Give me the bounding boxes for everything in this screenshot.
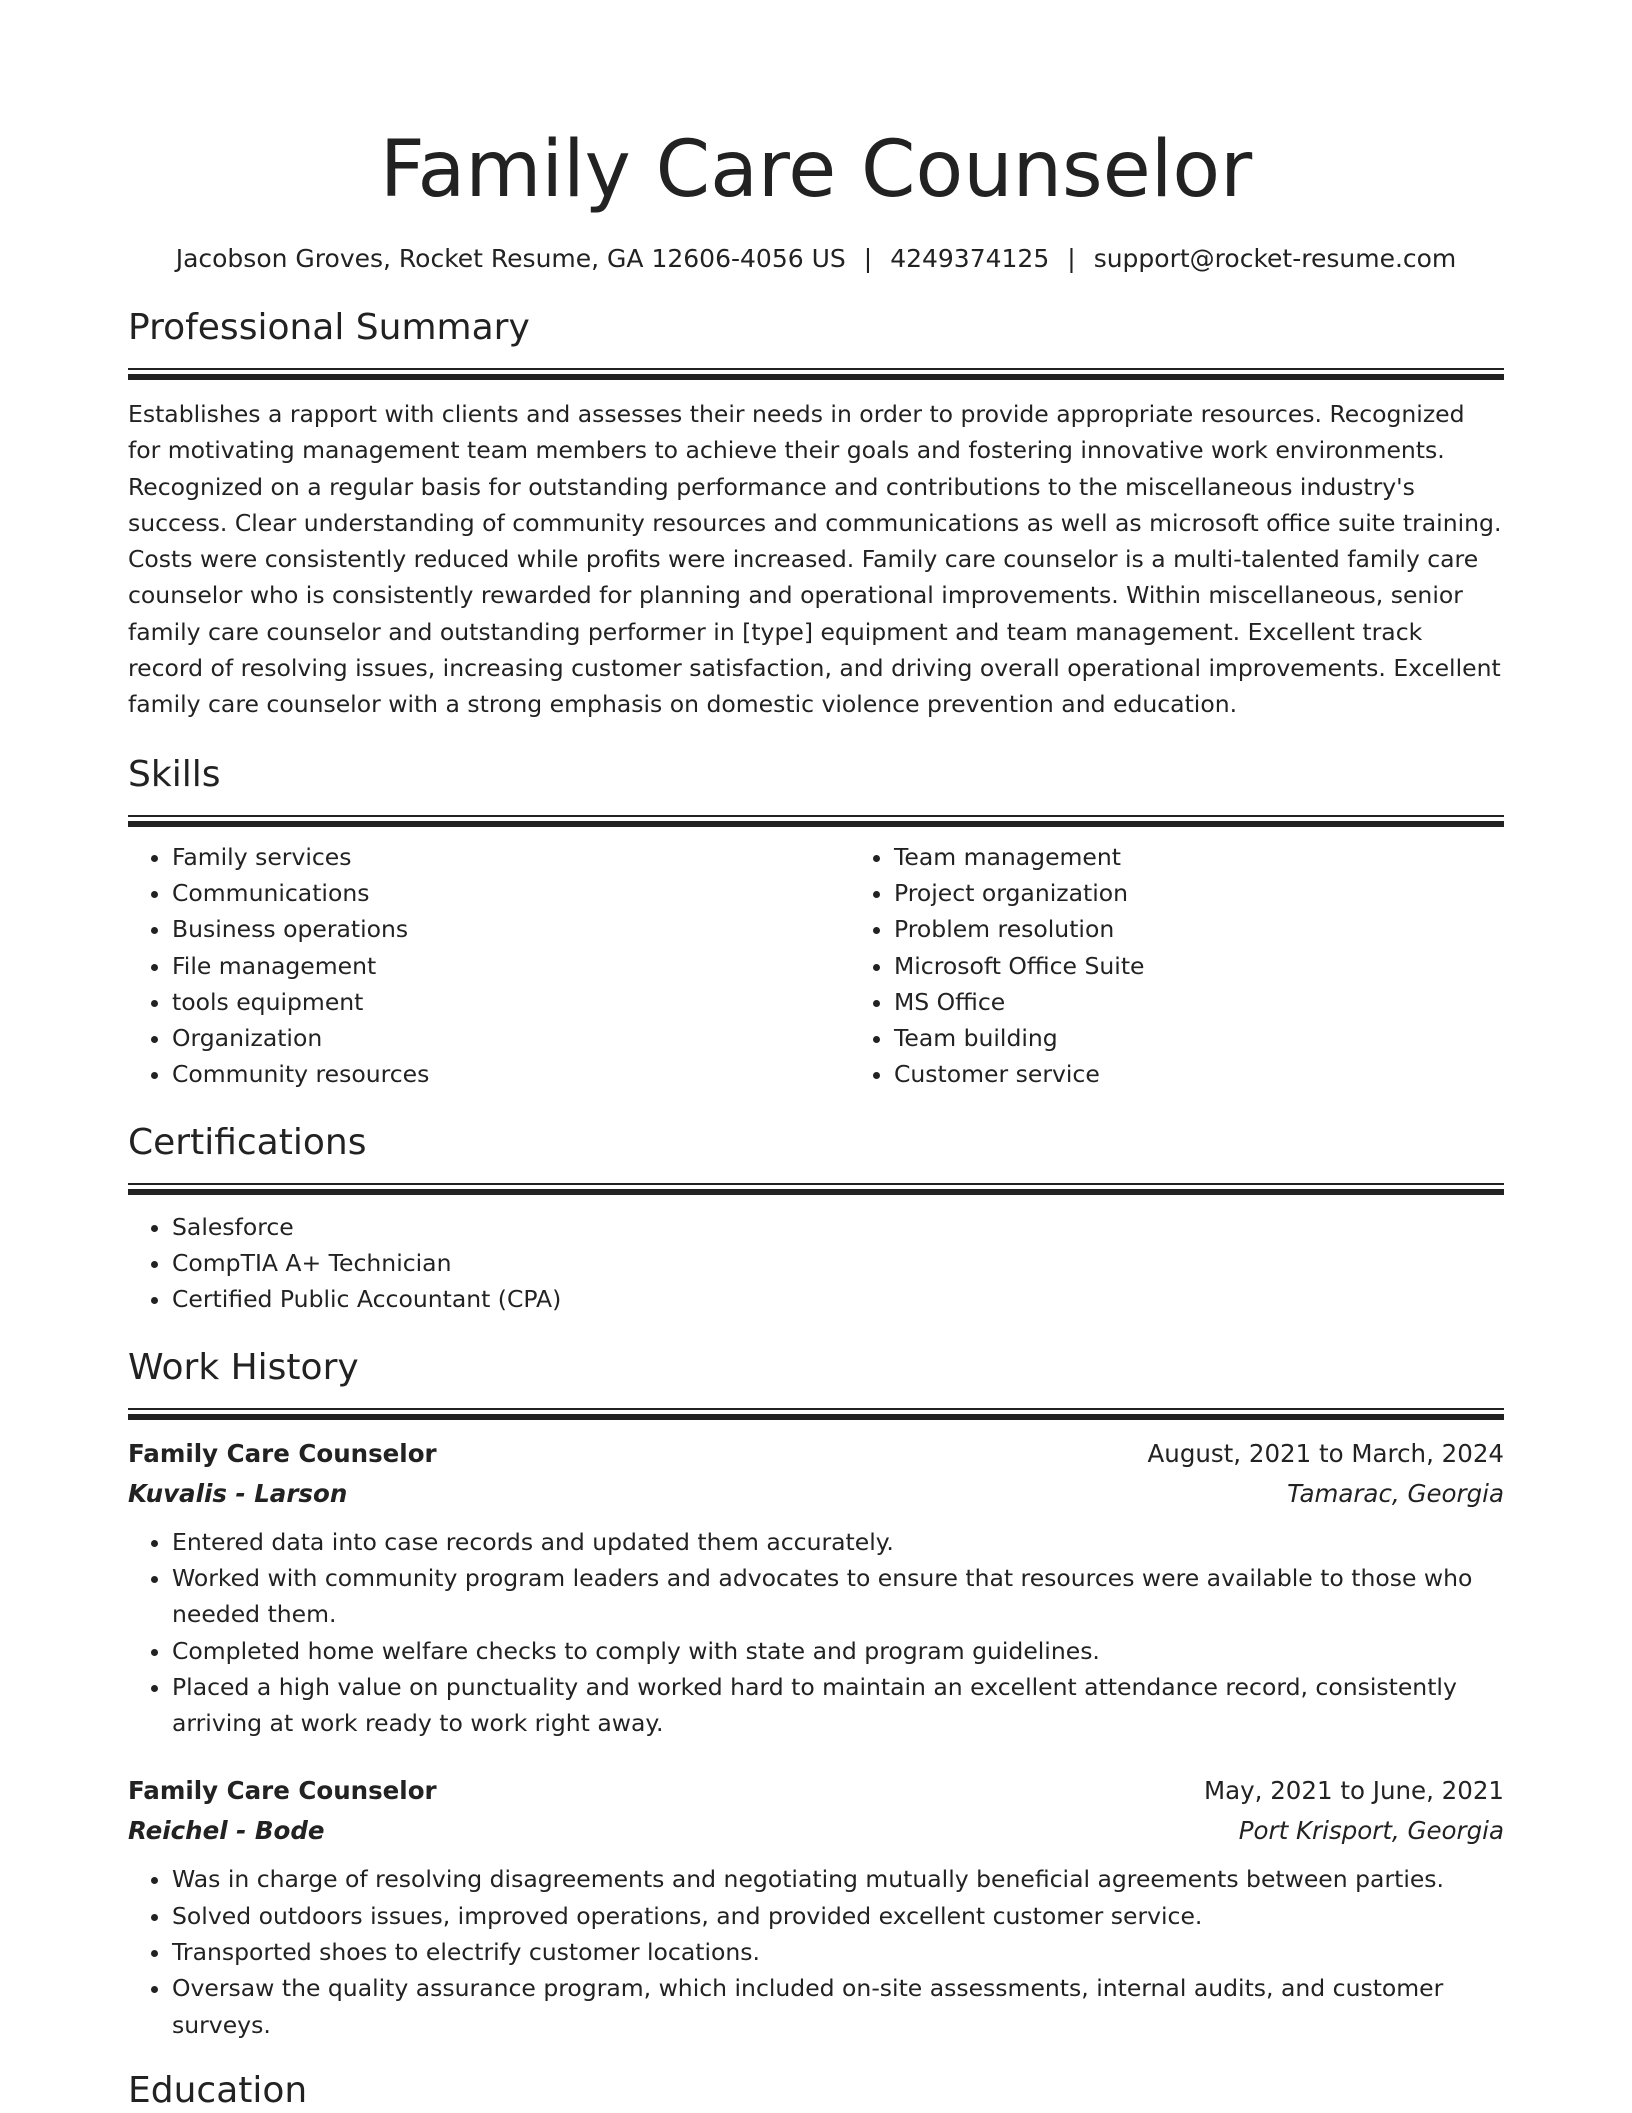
section-heading-certifications: Certifications — [128, 1121, 367, 1163]
skill-item: • Organization — [172, 1020, 850, 1056]
job-duty: • Oversaw the quality assurance program, which included on-site assessments, internal audits, and customer surveys. — [172, 1970, 1504, 2043]
contact-separator: | — [863, 244, 873, 273]
skill-item: • Team building — [894, 1020, 1572, 1056]
job-header — [128, 1771, 1504, 1811]
section-heading-summary: Professional Summary — [128, 307, 530, 348]
skill-item: • Community resources — [172, 1056, 850, 1092]
job-title: Family Care Counselor — [128, 1438, 437, 1468]
contact-separator: | — [1067, 244, 1076, 273]
section-divider — [128, 1183, 1504, 1197]
skills-grid — [128, 839, 1504, 1093]
job-duty: • Completed home welfare checks to comply with state and program guidelines. — [172, 1633, 1504, 1669]
job-dates: August, 2021 to March, 2024 — [1147, 1438, 1504, 1468]
certifications-section — [128, 1121, 1504, 1318]
skills-section — [128, 753, 1504, 1093]
skill-item: • Microsoft Office Suite — [894, 948, 1572, 984]
contact-line — [128, 242, 1504, 276]
job-header — [128, 1434, 1504, 1474]
skills-list-left — [128, 839, 850, 1093]
skill-item: • Team management — [894, 839, 1572, 875]
education-section — [128, 2069, 1504, 2113]
job-duties — [128, 1861, 1504, 2042]
work-history-section — [128, 1346, 1504, 2043]
skill-item: • Problem resolution — [894, 911, 1572, 947]
job-entry — [128, 1434, 1504, 1742]
skill-item: • Customer service — [894, 1056, 1572, 1092]
job-dates: May, 2021 to June, 2021 — [1203, 1776, 1504, 1806]
contact-email[interactable]: support@rocket-resume.com — [1093, 244, 1457, 273]
job-duty: • Worked with community program leaders and advocates to ensure that resources were available to those who needed them. — [172, 1560, 1504, 1633]
skills-list-right — [850, 839, 1572, 1093]
section-heading-education: Education — [128, 2069, 308, 2111]
skill-item: • tools equipment — [172, 984, 850, 1020]
summary-text: Establishes a rapport with clients and assesses their needs in order to provide appropriate resources. Recognized for motivating management team members to achieve their goals and fostering innovative work environments. Recognized on a regular basis for outstanding performance and contributions to the miscellaneous industry's success. Clear understanding of community resources and communications as well as microsoft office suite training. Costs were consistently reduced while profits were increased. Family care counselor is a multi-talented family care counselor who is consistently rewarded for planning and operational improvements. Within miscellaneous, senior family care counselor and outstanding performer in [type] equipment and team management. Excellent track record of resolving issues, increasing customer satisfaction, and driving overall operational improvements. Excellent family care counselor with a strong emphasis on domestic violence prevention and education. — [128, 400, 1502, 719]
contact-address: Jacobson Groves, Rocket Resume, GA 12606-4056 US — [175, 244, 846, 273]
skill-item: • File management — [172, 948, 850, 984]
job-duty: • Solved outdoors issues, improved operations, and provided excellent customer service. — [172, 1898, 1504, 1934]
skill-item: • MS Office — [894, 984, 1572, 1020]
section-heading-work-history: Work History — [128, 1346, 359, 1388]
job-duties — [128, 1524, 1504, 1742]
resume-title: Family Care Counselor — [379, 125, 1253, 215]
job-title: Family Care Counselor — [128, 1776, 437, 1806]
skill-item: • Communications — [172, 875, 850, 911]
job-duty: • Entered data into case records and updated them accurately. — [172, 1524, 1504, 1560]
section-divider — [128, 815, 1504, 829]
skill-item: • Project organization — [894, 875, 1572, 911]
skill-item: • Business operations — [172, 911, 850, 947]
certification-item: • CompTIA A+ Technician — [172, 1245, 1504, 1281]
certification-item: • Salesforce — [172, 1209, 1504, 1245]
job-company: Reichel - Bode — [128, 1816, 325, 1846]
job-subheader — [128, 1474, 1504, 1514]
section-divider — [128, 368, 1504, 382]
summary-section — [128, 306, 1504, 723]
section-divider — [128, 1408, 1504, 1422]
certifications-list — [128, 1209, 1504, 1318]
skill-item: • Family services — [172, 839, 850, 875]
certification-item: • Certified Public Accountant (CPA) — [172, 1281, 1504, 1317]
section-heading-skills: Skills — [128, 753, 221, 795]
job-location: Tamarac, Georgia — [1287, 1478, 1504, 1508]
job-entry — [128, 1771, 1504, 2042]
job-duty: • Was in charge of resolving disagreements and negotiating mutually beneficial agreements between parties. — [172, 1861, 1504, 1897]
job-duty: • Transported shoes to electrify customer locations. — [172, 1934, 1504, 1970]
job-subheader — [128, 1811, 1504, 1851]
job-company: Kuvalis - Larson — [128, 1478, 348, 1508]
job-location: Port Krisport, Georgia — [1238, 1816, 1504, 1846]
contact-phone: 4249374125 — [890, 244, 1050, 273]
job-duty: • Placed a high value on punctuality and worked hard to maintain an excellent attendance record, consistently arriving at work ready to work right away. — [172, 1669, 1504, 1742]
